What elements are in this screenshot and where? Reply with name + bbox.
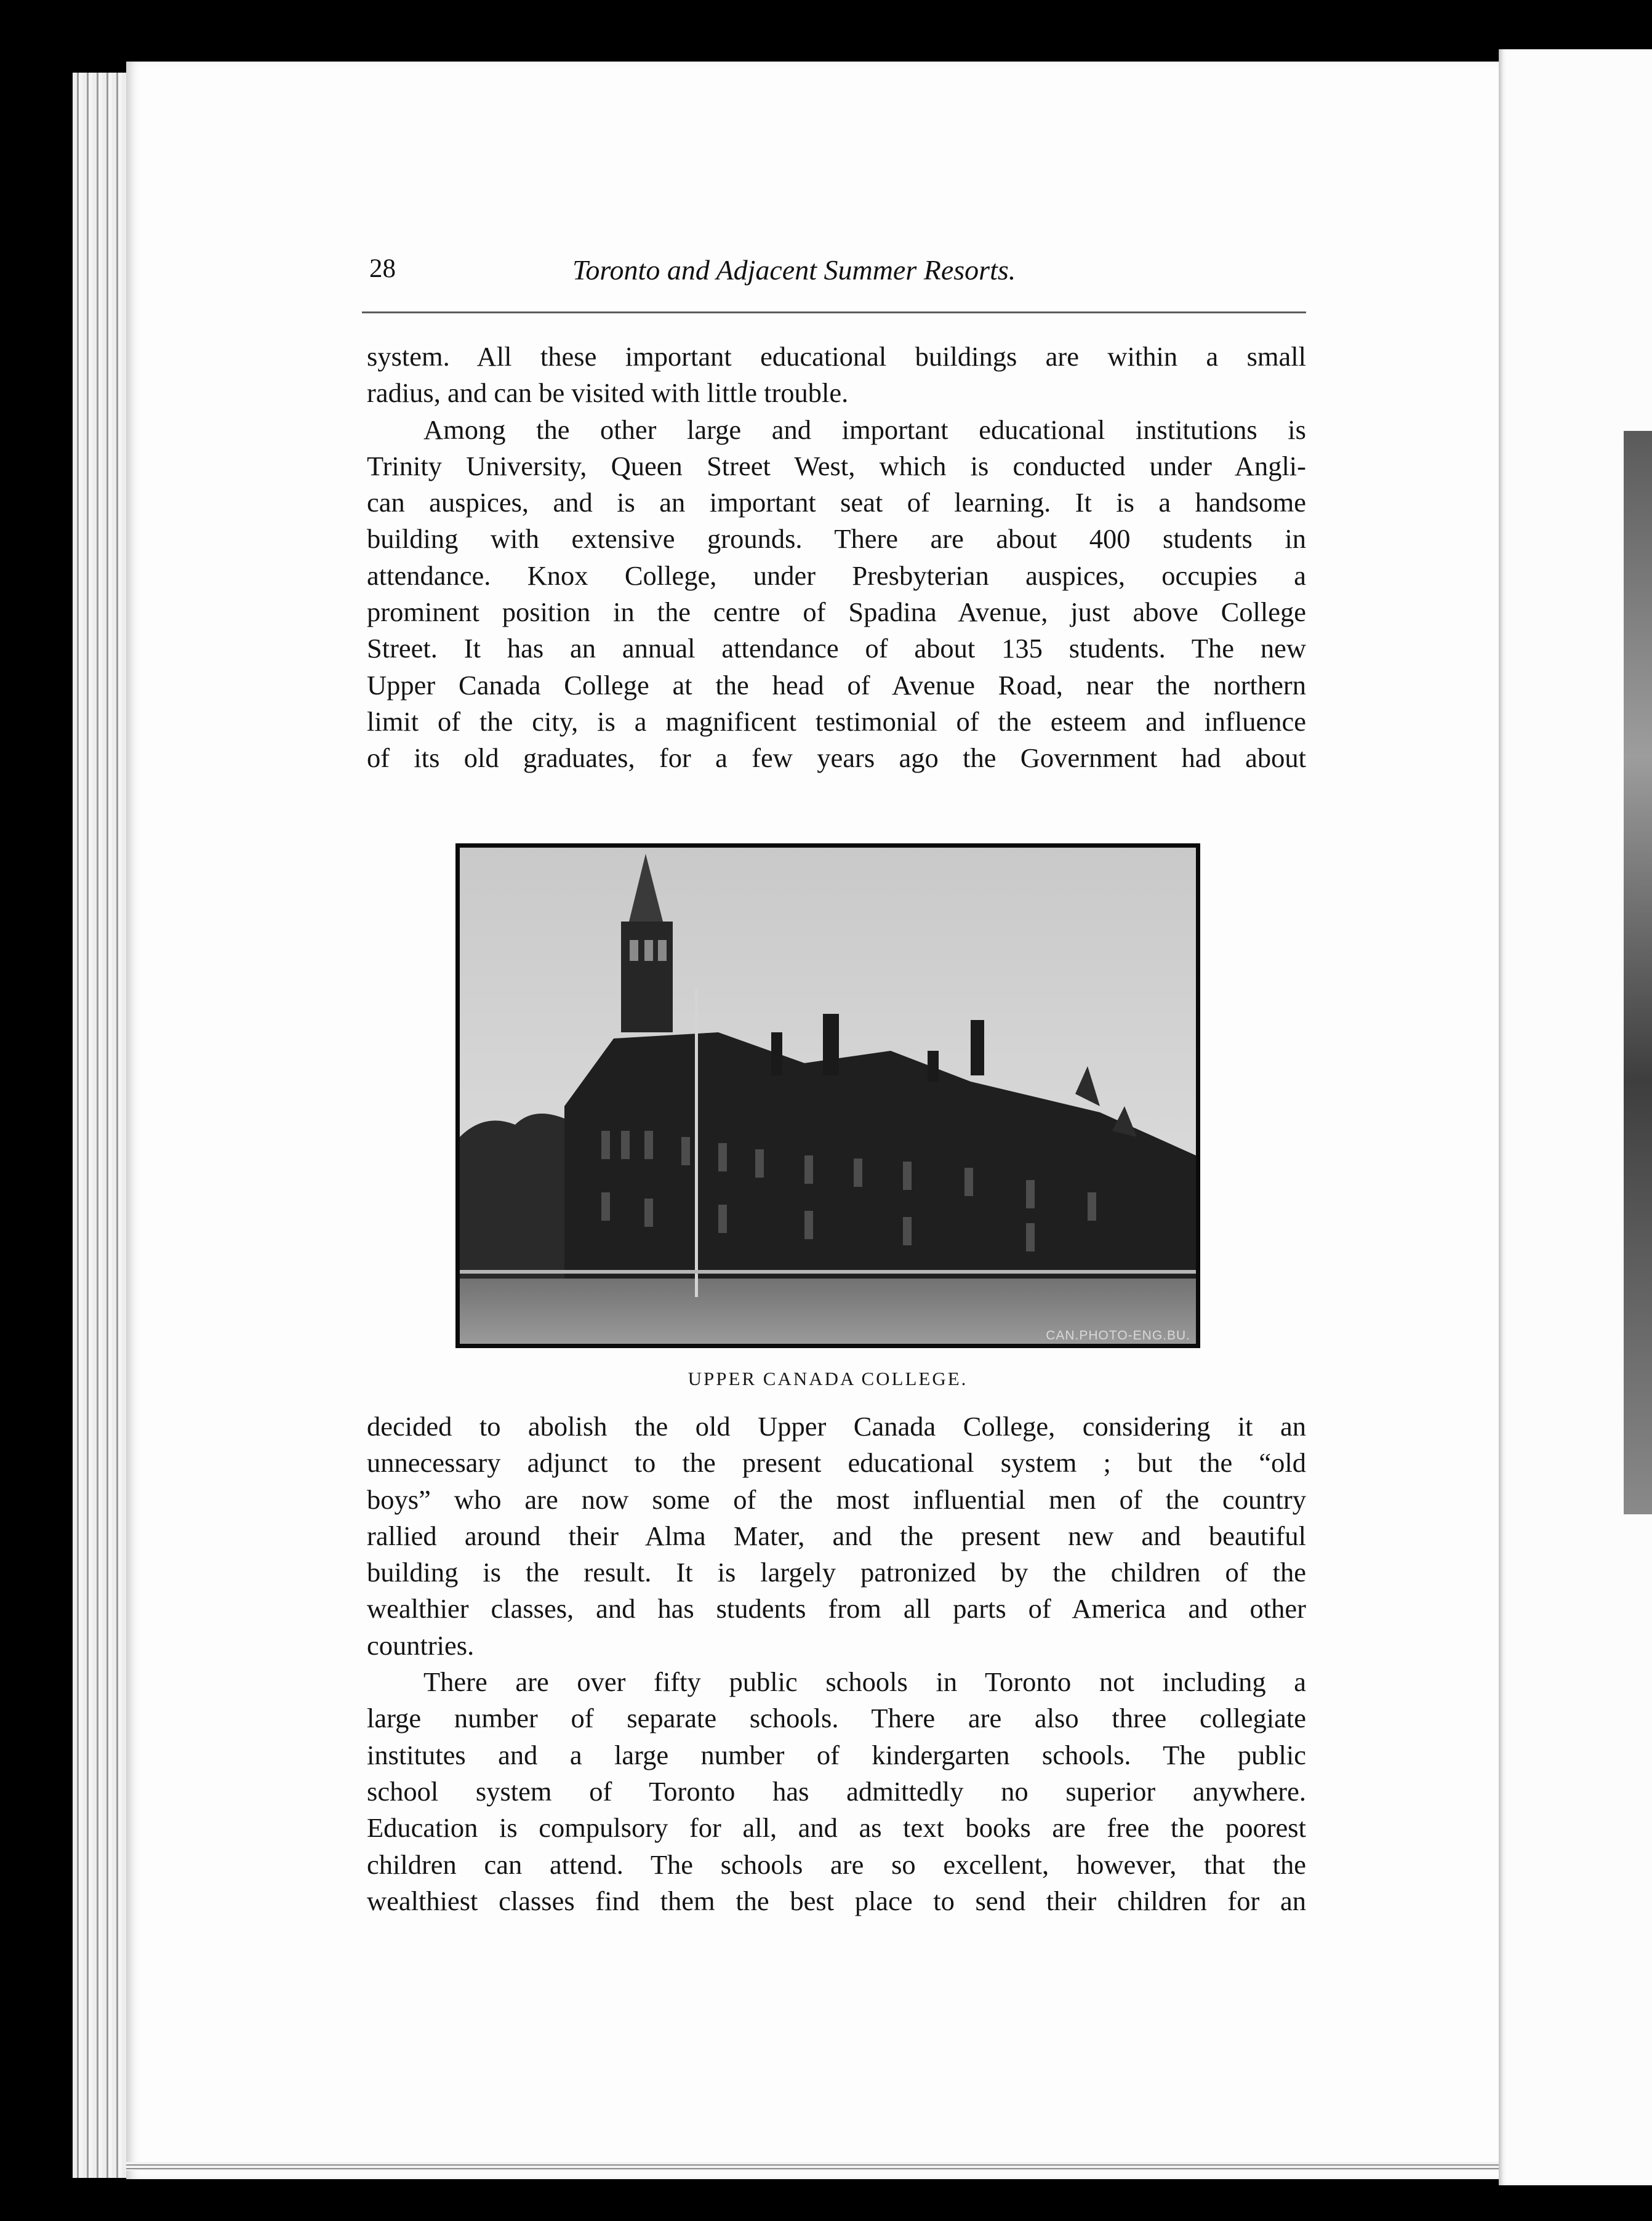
text-line: There are over fifty public schools in Toronto not including a xyxy=(423,1666,1306,1698)
text-line: Street. It has an annual attendance of about 135 students. The new xyxy=(367,633,1306,664)
text-line: limit of the city, is a magnificent testimonial of the esteem and influence xyxy=(367,705,1306,737)
text-line: Trinity University, Queen Street West, which is conducted under Angli- xyxy=(367,450,1306,481)
text-line: Upper Canada College at the head of Avenue Road, near the northern xyxy=(367,669,1306,701)
text-line: countries. xyxy=(367,1629,475,1661)
text-line: building with extensive grounds. There are about 400 students in xyxy=(367,523,1306,555)
text-line: decided to abolish the old Upper Canada College, considering it an xyxy=(367,1411,1306,1442)
page-bottom-edge xyxy=(126,2162,1499,2171)
body-text-top xyxy=(367,339,1306,777)
facing-page-photo-fragment xyxy=(1624,431,1652,1514)
text-line: boys” who are now some of the most influential men of the country xyxy=(367,1484,1306,1515)
text-line: can auspices, and is an important seat of learning. It is a handsome xyxy=(367,487,1306,518)
text-line: Education is compulsory for all, and as text books are free the poorest xyxy=(367,1812,1306,1844)
engraver-credit: CAN.PHOTO-ENG.BU. xyxy=(1046,1328,1190,1343)
text-line: rallied around their Alma Mater, and the present new and beautiful xyxy=(367,1520,1306,1551)
text-line: large number of separate schools. There are also three collegiate xyxy=(367,1703,1306,1734)
text-line: wealthiest classes find them the best place to send their children for an xyxy=(367,1885,1306,1916)
running-title: Toronto and Adjacent Summer Resorts. xyxy=(572,254,1016,286)
college-building-illustration xyxy=(460,848,1196,1344)
running-header xyxy=(369,254,1305,291)
upper-canada-college-photo xyxy=(455,843,1200,1348)
stacked-page-edges xyxy=(73,73,129,2178)
text-line: system. All these important educational buildings are within a small xyxy=(367,341,1306,372)
page-number: 28 xyxy=(369,254,396,283)
body-text-bottom xyxy=(367,1408,1306,1919)
text-line: building is the result. It is largely patronized by the children of the xyxy=(367,1557,1306,1588)
header-rule xyxy=(362,311,1306,313)
text-line: radius, and can be visited with little trouble. xyxy=(367,377,849,409)
text-line: school system of Toronto has admittedly no superior anywhere. xyxy=(367,1775,1306,1807)
text-line: institutes and a large number of kindergarten schools. The public xyxy=(367,1739,1306,1770)
text-line: children can attend. The schools are so excellent, however, that the xyxy=(367,1849,1306,1880)
text-line: of its old graduates, for a few years ago the Government had about xyxy=(367,742,1306,774)
text-line: attendance. Knox College, under Presbyterian auspices, occupies a xyxy=(367,560,1306,591)
text-line: unnecessary adjunct to the present educational system ; but the “old xyxy=(367,1447,1306,1479)
figure-caption: UPPER CANADA COLLEGE. xyxy=(688,1368,968,1389)
text-line: wealthier classes, and has students from all parts of America and other xyxy=(367,1593,1306,1625)
text-line: Among the other large and important educational institutions is xyxy=(423,414,1306,445)
text-line: prominent position in the centre of Spadina Avenue, just above College xyxy=(367,596,1306,628)
